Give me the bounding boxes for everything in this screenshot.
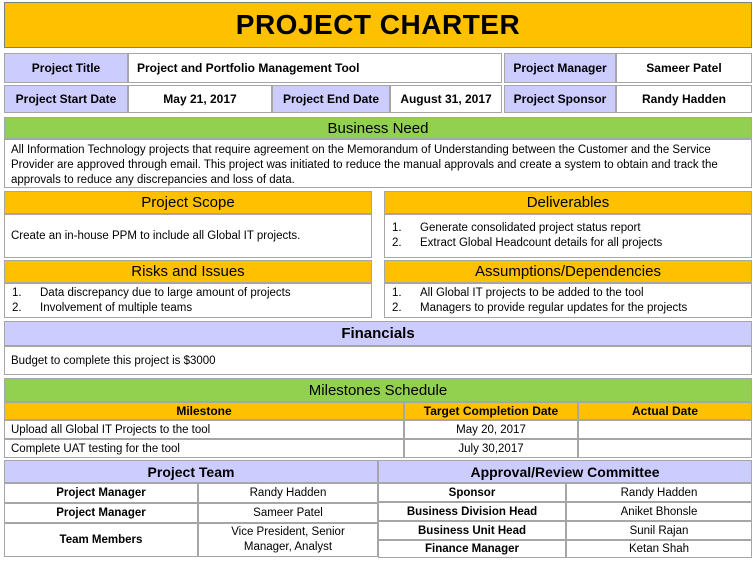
project-title-value: Project and Portfolio Management Tool: [128, 53, 502, 83]
list-item: 2. Involvement of multiple teams: [12, 301, 193, 314]
list-item: 1. Generate consolidated project status report: [392, 222, 641, 234]
deliverables-heading: Deliverables: [384, 191, 752, 214]
committee-name-cell: Aniket Bhonsle: [566, 502, 752, 521]
end-date-value: August 31, 2017: [390, 85, 502, 113]
actual-date-cell: [578, 439, 752, 458]
business-need-heading: Business Need: [4, 117, 752, 139]
sponsor-label: Project Sponsor: [504, 85, 616, 113]
project-scope-text: Create an in-house PPM to include all Global IT projects.: [4, 214, 372, 258]
deliverables-list: [384, 214, 752, 258]
milestones-heading: Milestones Schedule: [4, 378, 752, 402]
milestone-column-header: Milestone: [4, 402, 404, 420]
project-manager-value: Sameer Patel: [616, 53, 752, 83]
milestone-cell: Upload all Global IT Projects to the tool: [4, 420, 404, 439]
list-item: 2. Extract Global Headcount details for all projects: [392, 237, 663, 249]
assumptions-heading: Assumptions/Dependencies: [384, 260, 752, 283]
team-role-cell: Team Members: [4, 523, 198, 557]
actual-date-column-header: Actual Date: [578, 402, 752, 420]
team-role-cell: Project Manager: [4, 483, 198, 503]
committee-role-cell: Business Unit Head: [378, 521, 566, 540]
team-name-cell: Vice President, Senior Manager, Analyst: [198, 523, 378, 557]
risks-list: [4, 283, 372, 318]
list-item: 1. All Global IT projects to be added to the tool: [392, 286, 644, 299]
committee-role-cell: Sponsor: [378, 483, 566, 502]
end-date-label: Project End Date: [272, 85, 390, 113]
list-item: 2. Managers to provide regular updates for the projects: [392, 301, 688, 314]
committee-role-cell: Business Division Head: [378, 502, 566, 521]
financials-text: Budget to complete this project is $3000: [4, 346, 752, 375]
start-date-value: May 21, 2017: [128, 85, 272, 113]
committee-name-cell: Sunil Rajan: [566, 521, 752, 540]
approval-committee-heading: Approval/Review Committee: [378, 460, 752, 483]
list-item: 1. Data discrepancy due to large amount of projects: [12, 286, 291, 299]
business-need-text: All Information Technology projects that require agreement on the Memorandum of Understanding between the Customer and the Service Provider are approved through email. This project was initiated to reduce the manual approvals and create a system to obtain and track the approvals to reduce any discrepancies and loss of data.: [4, 139, 752, 188]
target-date-column-header: Target Completion Date: [404, 402, 578, 420]
assumptions-list: [384, 283, 752, 318]
committee-name-cell: Randy Hadden: [566, 483, 752, 502]
sponsor-value: Randy Hadden: [616, 85, 752, 113]
project-title-label: Project Title: [4, 53, 128, 83]
project-manager-label: Project Manager: [504, 53, 616, 83]
risks-heading: Risks and Issues: [4, 260, 372, 283]
actual-date-cell: [578, 420, 752, 439]
milestone-cell: Complete UAT testing for the tool: [4, 439, 404, 458]
project-scope-heading: Project Scope: [4, 191, 372, 214]
start-date-label: Project Start Date: [4, 85, 128, 113]
target-date-cell: July 30,2017: [404, 439, 578, 458]
target-date-cell: May 20, 2017: [404, 420, 578, 439]
financials-heading: Financials: [4, 321, 752, 346]
project-team-heading: Project Team: [4, 460, 378, 483]
committee-name-cell: Ketan Shah: [566, 540, 752, 558]
team-name-cell: Randy Hadden: [198, 483, 378, 503]
charter-title: PROJECT CHARTER: [4, 2, 752, 48]
team-name-cell: Sameer Patel: [198, 503, 378, 523]
committee-role-cell: Finance Manager: [378, 540, 566, 558]
team-role-cell: Project Manager: [4, 503, 198, 523]
